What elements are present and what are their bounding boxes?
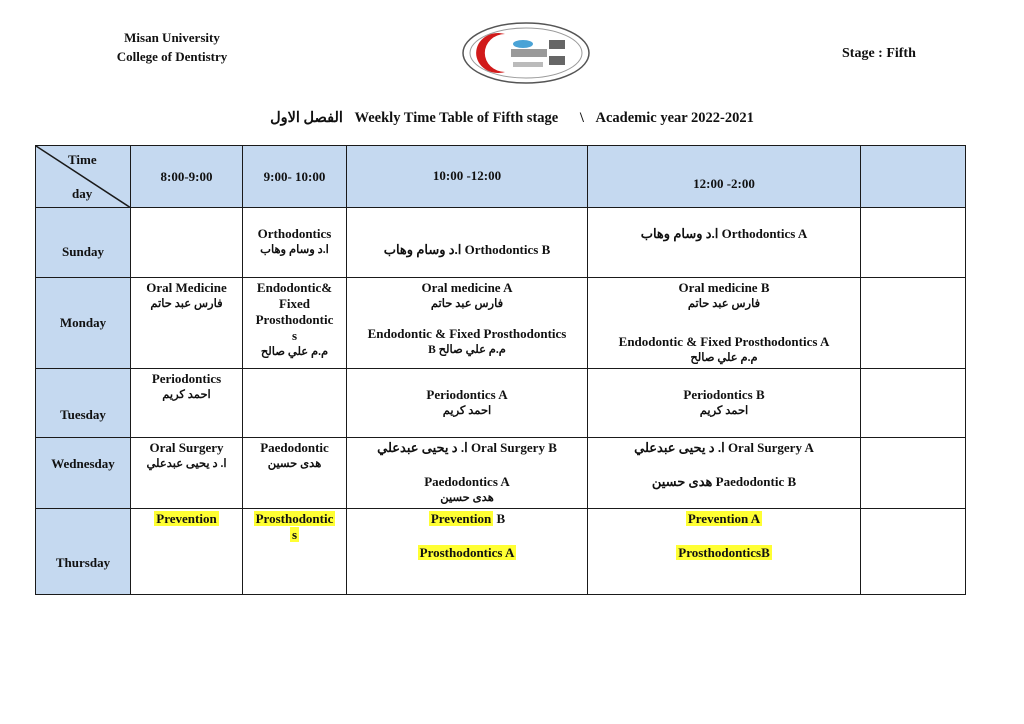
subject: Fixed bbox=[278, 296, 311, 311]
subject: Endodontic & Fixed Prosthodontics A bbox=[618, 334, 830, 349]
cell-class bbox=[131, 369, 243, 438]
subject-teacher: ا. د يحيى عبدعلي Oral Surgery A bbox=[634, 440, 814, 455]
subject: Periodontics A bbox=[426, 387, 508, 402]
subject: s bbox=[291, 328, 298, 343]
day-label: Tuesday bbox=[36, 369, 131, 438]
teacher: فارس عبد حاتم bbox=[687, 298, 761, 310]
subject: Oral Surgery bbox=[149, 440, 224, 455]
cell-class bbox=[243, 509, 347, 595]
teacher: احمد كريم bbox=[162, 389, 211, 401]
day-label: Wednesday bbox=[36, 438, 131, 509]
row-sunday bbox=[36, 208, 966, 278]
cell-empty bbox=[131, 208, 243, 278]
teacher: م.م علي صالح bbox=[690, 352, 758, 364]
time-header: 12:00 -2:00 bbox=[588, 146, 861, 208]
cell-class bbox=[243, 438, 347, 509]
row-monday bbox=[36, 278, 966, 369]
subject: Paedodontics A bbox=[424, 474, 510, 489]
stage-label: Stage : Fifth bbox=[842, 46, 916, 61]
day-label: Thursday bbox=[36, 509, 131, 595]
subject: Endodontic& bbox=[256, 280, 333, 295]
time-header: 9:00- 10:00 bbox=[243, 146, 347, 208]
subject-highlighted: Prosthodontic bbox=[255, 511, 334, 526]
row-thursday bbox=[36, 509, 966, 595]
institution-block bbox=[92, 28, 252, 66]
subject: Periodontics bbox=[151, 371, 222, 386]
cell-class bbox=[588, 509, 861, 595]
cell-class bbox=[131, 278, 243, 369]
title-academic-year: Academic year 2022-2021 bbox=[595, 110, 754, 126]
day-label: Sunday bbox=[36, 208, 131, 278]
cell-class bbox=[347, 438, 588, 509]
cell-class bbox=[588, 278, 861, 369]
cell-class bbox=[347, 509, 588, 595]
subject: Oral medicine A bbox=[421, 280, 513, 295]
subject-highlighted: Prosthodontics A bbox=[419, 545, 515, 560]
row-wednesday bbox=[36, 438, 966, 509]
cell-class bbox=[347, 208, 588, 278]
cell-class bbox=[347, 369, 588, 438]
college-name: College of Dentistry bbox=[116, 49, 228, 64]
cell-empty bbox=[861, 369, 966, 438]
cell-class bbox=[243, 278, 347, 369]
timetable bbox=[35, 145, 966, 595]
cell-empty bbox=[861, 208, 966, 278]
university-name: Misan University bbox=[124, 30, 220, 45]
title-arabic: الفصل الاول bbox=[270, 110, 343, 126]
title-english: Weekly Time Table of Fifth stage bbox=[354, 110, 559, 126]
subject-highlighted: s bbox=[291, 527, 298, 542]
teacher: فارس عبد حاتم bbox=[150, 298, 223, 310]
college-logo-icon bbox=[461, 22, 591, 84]
subject: Periodontics B bbox=[683, 387, 765, 402]
subject: Oral medicine B bbox=[678, 280, 770, 295]
time-header: 8:00-9:00 bbox=[131, 146, 243, 208]
title-separator: \ bbox=[579, 110, 584, 126]
teacher: احمد كريم bbox=[442, 405, 492, 417]
corner-cell bbox=[36, 146, 131, 208]
cell-empty bbox=[243, 369, 347, 438]
teacher: احمد كريم bbox=[699, 405, 749, 417]
teacher: ا.د وسام وهاب bbox=[260, 244, 329, 256]
subject-highlighted: Prevention A bbox=[687, 511, 761, 526]
cell-class bbox=[243, 208, 347, 278]
teacher: هدى حسين bbox=[267, 458, 322, 470]
group-label: B bbox=[496, 511, 506, 526]
subject: Oral Medicine bbox=[146, 280, 227, 295]
cell-class bbox=[588, 208, 861, 278]
cell-class bbox=[588, 369, 861, 438]
teacher: م.م علي صالح B bbox=[428, 344, 506, 356]
day-label: Monday bbox=[36, 278, 131, 369]
corner-time-label: Time bbox=[68, 152, 97, 167]
cell-class bbox=[588, 438, 861, 509]
cell-class bbox=[347, 278, 588, 369]
subject-teacher: ا. د يحيى عبدعلي Oral Surgery B bbox=[377, 440, 557, 455]
cell-empty bbox=[861, 278, 966, 369]
row-tuesday bbox=[36, 369, 966, 438]
subject-highlighted: Prevention bbox=[430, 511, 492, 526]
cell-empty bbox=[861, 509, 966, 595]
page-title bbox=[0, 110, 1024, 127]
cell-empty bbox=[861, 438, 966, 509]
corner-day-label: day bbox=[72, 186, 93, 201]
teacher: فارس عبد حاتم bbox=[430, 298, 504, 310]
subject-teacher: ا.د وسام وهاب Orthodontics A bbox=[640, 226, 808, 241]
teacher: م.م علي صالح bbox=[260, 346, 329, 358]
time-header: 10:00 -12:00 bbox=[347, 146, 588, 208]
teacher: هدى حسين bbox=[440, 492, 494, 504]
subject-highlighted: ProsthodonticsB bbox=[678, 545, 770, 560]
cell-class bbox=[131, 509, 243, 595]
subject: Orthodontics bbox=[257, 226, 332, 241]
subject-highlighted: Prevention bbox=[156, 511, 217, 526]
empty-header bbox=[861, 146, 966, 208]
subject: Prosthodontic bbox=[255, 312, 334, 327]
subject-teacher: ا.د وسام وهاب Orthodontics B bbox=[383, 242, 551, 257]
subject: Paedodontic bbox=[260, 440, 329, 455]
teacher: ا. د يحيى عبدعلي bbox=[146, 458, 227, 470]
subject-teacher: هدى حسين Paedodontic B bbox=[651, 474, 797, 489]
cell-class bbox=[131, 438, 243, 509]
header-row bbox=[36, 146, 966, 208]
subject: Endodontic & Fixed Prosthodontics bbox=[367, 326, 567, 341]
